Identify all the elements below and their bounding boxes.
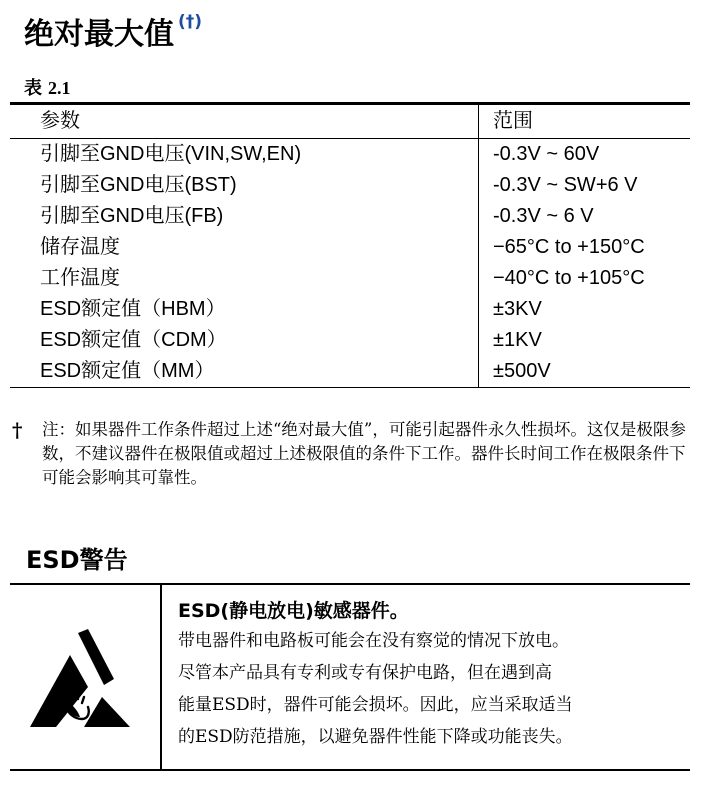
table-cell-parameter: 工作温度 [10, 263, 479, 294]
table-cell-range: ±1KV [493, 329, 542, 351]
table-cell-parameter: ESD额定值（HBM） [10, 294, 479, 325]
table-cell-parameter: ESD额定值（MM） [10, 356, 479, 388]
esd-body-line: 能量ESD时，器件可能会损坏。因此，应当采取适当 [178, 695, 573, 715]
table-row [10, 201, 690, 232]
table-cell-parameter: 引脚至GND电压(BST) [10, 170, 479, 201]
table-cell-parameter: ESD额定值（CDM） [10, 325, 479, 356]
esd-title: ESD(静电放电)敏感器件。 [178, 600, 409, 622]
esd-body [178, 625, 688, 753]
table-caption [24, 76, 71, 101]
table-cell-range: -0.3V ~ 60V [493, 143, 600, 165]
footnote-link[interactable]: (†) [178, 12, 203, 32]
table-cell-range: -0.3V ~ 6 V [493, 205, 594, 227]
esd-warning-box [10, 583, 690, 771]
table-row [10, 325, 690, 356]
table-row [10, 294, 690, 325]
esd-warning-icon [26, 615, 134, 735]
page-title [24, 8, 202, 55]
table-cell-range: −65°C to +150°C [493, 236, 645, 258]
table-cell-range: -0.3V ~ SW+6 V [493, 174, 638, 196]
table-caption-number: 2.1 [48, 78, 71, 98]
esd-body-line: 的ESD防范措施，以避免器件性能下降或功能丧失。 [178, 727, 573, 747]
table-cell-range: ±500V [493, 360, 551, 382]
footnote [12, 418, 692, 490]
esd-heading: ESD警告 [26, 546, 128, 574]
esd-body-line: 带电器件和电路板可能会在没有察觉的情况下放电。 [178, 631, 569, 651]
table-cell-parameter: 引脚至GND电压(FB) [10, 201, 479, 232]
esd-text-block [178, 597, 688, 753]
page-title-text: 绝对最大值 [24, 17, 174, 52]
table-row [10, 139, 690, 171]
table-row [10, 263, 690, 294]
table-header-row [10, 104, 690, 139]
header-parameter: 参数 [10, 104, 479, 139]
table-row [10, 170, 690, 201]
absolute-max-table [10, 102, 690, 388]
footnote-marker: † [12, 418, 23, 442]
table-caption-label: 表 [24, 78, 42, 99]
table-cell-range: −40°C to +105°C [493, 267, 645, 289]
table-cell-parameter: 储存温度 [10, 232, 479, 263]
esd-body-line: 尽管本产品具有专利或专有保护电路，但在遇到高 [178, 663, 552, 683]
header-range: 范围 [479, 104, 691, 139]
footnote-text: 注：如果器件工作条件超过上述“绝对最大值”，可能引起器件永久性损坏。这仅是极限参数，不建议器件在极限值或超过上述极限值的条件下工作。器件长时间工作在极限条件下可能会影响其可靠性。 [42, 420, 686, 487]
table-row [10, 356, 690, 388]
table-cell-parameter: 引脚至GND电压(VIN,SW,EN) [10, 139, 479, 171]
table-cell-range: ±3KV [493, 298, 542, 320]
esd-divider [160, 585, 162, 769]
table-row [10, 232, 690, 263]
